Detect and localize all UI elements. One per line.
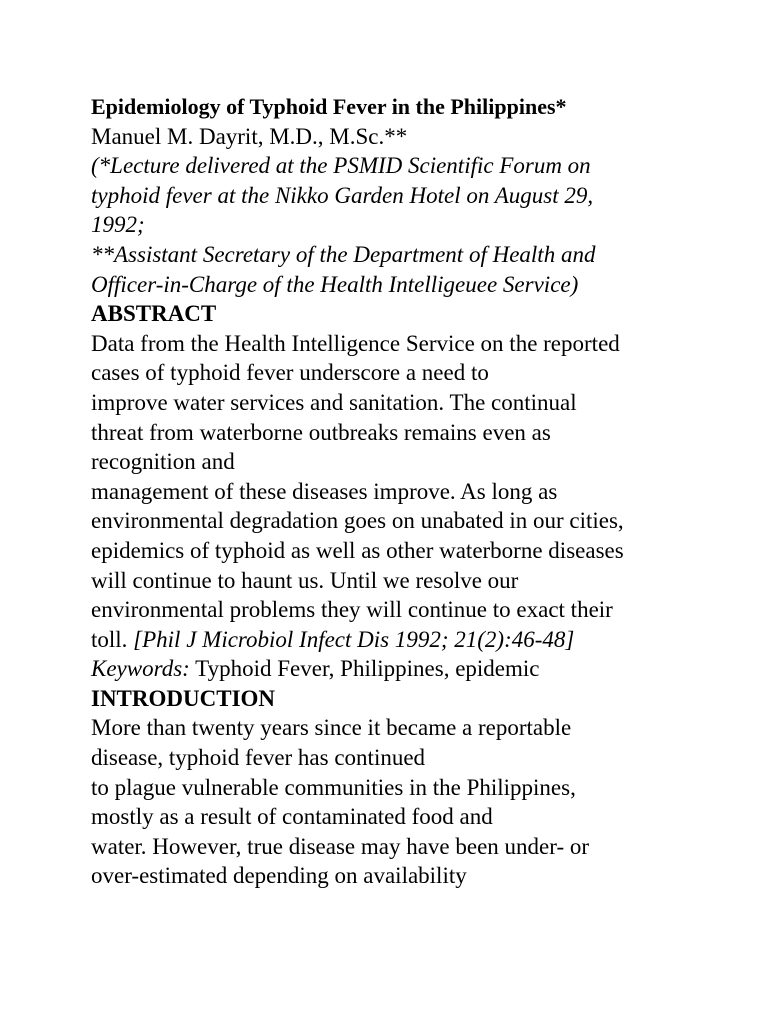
introduction-line: More than twenty years since it became a reportable (91, 715, 572, 741)
introduction-heading: INTRODUCTION (91, 685, 276, 711)
footnote-line: 1992; (91, 212, 145, 238)
paper-title: Epidemiology of Typhoid Fever in the Philippines* (91, 94, 567, 119)
keywords-label: Keywords: (91, 656, 190, 682)
keywords-text: Typhoid Fever, Philippines, epidemic (189, 656, 540, 682)
abstract-line: environmental problems they will continue to exact their (91, 597, 613, 623)
abstract-line: epidemics of typhoid as well as other waterborne diseases (91, 537, 624, 563)
abstract-body (91, 329, 701, 655)
abstract-line: Data from the Health Intelligence Service on the reported (91, 330, 620, 356)
footnote-line: typhoid fever at the Nikko Garden Hotel on August 29, (91, 182, 594, 208)
introduction-line: mostly as a result of contaminated food and (91, 804, 493, 830)
introduction-line: to plague vulnerable communities in the Philippines, (91, 774, 576, 800)
abstract-line-text: toll. (91, 626, 134, 652)
abstract-heading: ABSTRACT (91, 301, 217, 327)
footnote-line: (*Lecture delivered at the PSMID Scientific Forum on (91, 153, 591, 179)
abstract-line: cases of typhoid fever underscore a need to (91, 360, 489, 386)
introduction-body (91, 713, 701, 891)
abstract-line: management of these diseases improve. As long as (91, 478, 558, 504)
footnotes-block (91, 151, 701, 299)
introduction-line: water. However, true disease may have been under- or (91, 833, 590, 859)
abstract-line: recognition and (91, 449, 235, 475)
footnote-line: **Assistant Secretary of the Department of Health and (91, 241, 596, 267)
citation: [Phil J Microbiol Infect Dis 1992; 21(2):46-48] (133, 626, 575, 652)
author-line: Manuel M. Dayrit, M.D., M.Sc.** (91, 123, 408, 149)
abstract-line: environmental degradation goes on unabated in our cities, (91, 508, 624, 534)
introduction-line: over-estimated depending on availability (91, 863, 467, 889)
abstract-line: improve water services and sanitation. The continual (91, 389, 577, 415)
introduction-line: disease, typhoid fever has continued (91, 745, 426, 771)
footnote-line: Officer-in-Charge of the Health Intelligeuee Service) (91, 271, 579, 297)
abstract-line: will continue to haunt us. Until we resolve our (91, 567, 519, 593)
abstract-last-line (91, 625, 701, 655)
keywords-line (91, 654, 701, 684)
abstract-line: threat from waterborne outbreaks remains even as (91, 419, 551, 445)
document-page (91, 92, 701, 891)
